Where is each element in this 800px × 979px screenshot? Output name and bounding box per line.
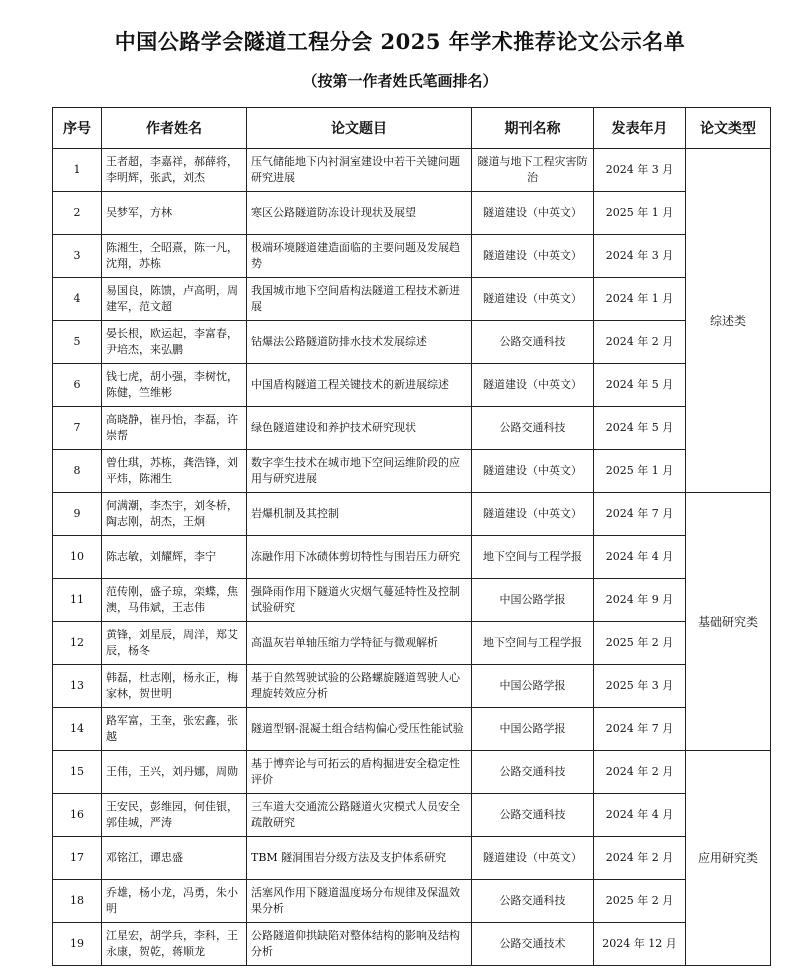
row-authors: 乔雄，杨小龙，冯勇，朱小明 — [102, 880, 247, 923]
row-paper-title: 活塞风作用下隧道温度场分布规律及保温效果分析 — [247, 880, 472, 923]
page-title: 中国公路学会隧道工程分会 2025 年学术推荐论文公示名单 — [114, 29, 686, 54]
row-date: 2024 年 4 月 — [594, 794, 686, 837]
row-number: 19 — [53, 923, 102, 966]
row-number: 3 — [53, 235, 102, 278]
row-paper-title: 高温灰岩单轴压缩力学特征与微观解析 — [247, 622, 472, 665]
table-row — [53, 751, 771, 794]
header-authors: 作者姓名 — [102, 108, 247, 149]
table-row — [53, 149, 771, 192]
table-row — [53, 192, 771, 235]
row-number: 18 — [53, 880, 102, 923]
row-paper-type: 综述类 — [686, 149, 771, 493]
row-journal: 隧道与地下工程灾害防治 — [472, 149, 594, 192]
header-type: 论文类型 — [686, 108, 771, 149]
row-date: 2024 年 1 月 — [594, 278, 686, 321]
row-date: 2024 年 5 月 — [594, 364, 686, 407]
row-paper-title: 基于博弈论与可拓云的盾构掘进安全稳定性评价 — [247, 751, 472, 794]
row-paper-title: TBM 隧洞围岩分级方法及支护体系研究 — [247, 837, 472, 880]
table-row — [53, 923, 771, 966]
row-date: 2025 年 1 月 — [594, 192, 686, 235]
row-authors: 曾仕琪，苏栋，龚浩锋，刘平炜，陈湘生 — [102, 450, 247, 493]
header-no: 序号 — [53, 108, 102, 149]
row-paper-title: 隧道型钢-混凝土组合结构偏心受压性能试验 — [247, 708, 472, 751]
row-authors: 范传刚，盛子琼，栾蝶，焦澳，马伟斌，王志伟 — [102, 579, 247, 622]
table-row — [53, 622, 771, 665]
table-row — [53, 665, 771, 708]
row-date: 2025 年 2 月 — [594, 622, 686, 665]
row-date: 2024 年 12 月 — [594, 923, 686, 966]
row-journal: 隧道建设（中英文） — [472, 235, 594, 278]
row-journal: 隧道建设（中英文） — [472, 278, 594, 321]
row-number: 13 — [53, 665, 102, 708]
row-date: 2024 年 4 月 — [594, 536, 686, 579]
row-authors: 黄锋，刘星辰，周洋，郑艾辰，杨冬 — [102, 622, 247, 665]
row-date: 2024 年 5 月 — [594, 407, 686, 450]
row-paper-title: 冻融作用下冰碛体剪切特性与围岩压力研究 — [247, 536, 472, 579]
row-date: 2025 年 3 月 — [594, 665, 686, 708]
header-date: 发表年月 — [594, 108, 686, 149]
row-paper-title: 绿色隧道建设和养护技术研究现状 — [247, 407, 472, 450]
table-row — [53, 407, 771, 450]
row-journal: 中国公路学报 — [472, 708, 594, 751]
row-paper-title: 强降雨作用下隧道火灾烟气蔓延特性及控制试验研究 — [247, 579, 472, 622]
row-journal: 公路交通科技 — [472, 321, 594, 364]
table-row — [53, 708, 771, 751]
table-row — [53, 235, 771, 278]
row-journal: 公路交通科技 — [472, 880, 594, 923]
table-row — [53, 880, 771, 923]
row-journal: 隧道建设（中英文） — [472, 837, 594, 880]
row-paper-title: 钻爆法公路隧道防排水技术发展综述 — [247, 321, 472, 364]
row-number: 14 — [53, 708, 102, 751]
row-journal: 中国公路学报 — [472, 665, 594, 708]
row-paper-title: 数字孪生技术在城市地下空间运维阶段的应用与研究进展 — [247, 450, 472, 493]
row-authors: 陈湘生，仝昭熹，陈一凡，沈翔，苏栋 — [102, 235, 247, 278]
row-date: 2024 年 2 月 — [594, 837, 686, 880]
row-journal: 地下空间与工程学报 — [472, 536, 594, 579]
row-number: 15 — [53, 751, 102, 794]
row-authors: 吴梦军，方林 — [102, 192, 247, 235]
row-authors: 王安民，彭维园，何佳银，郭佳城，严涛 — [102, 794, 247, 837]
row-journal: 地下空间与工程学报 — [472, 622, 594, 665]
row-number: 1 — [53, 149, 102, 192]
row-paper-title: 三车道大交通流公路隧道火灾模式人员安全疏散研究 — [247, 794, 472, 837]
row-authors: 邓铭江，谭忠盛 — [102, 837, 247, 880]
row-journal: 中国公路学报 — [472, 579, 594, 622]
row-date: 2024 年 2 月 — [594, 751, 686, 794]
row-journal: 公路交通科技 — [472, 751, 594, 794]
row-authors: 钱七虎，胡小强，李树忱，陈健，竺维彬 — [102, 364, 247, 407]
row-authors: 高晓静，崔丹怡，李磊，许崇帮 — [102, 407, 247, 450]
row-paper-title: 寒区公路隧道防冻设计现状及展望 — [247, 192, 472, 235]
row-date: 2024 年 9 月 — [594, 579, 686, 622]
table-row — [53, 493, 771, 536]
row-number: 17 — [53, 837, 102, 880]
page-subtitle: （按第一作者姓氏笔画排名） — [302, 72, 498, 90]
row-authors: 王伟，王兴，刘丹娜，周勋 — [102, 751, 247, 794]
row-authors: 何满潮，李杰宇，刘冬桥，陶志刚，胡杰，王炯 — [102, 493, 247, 536]
row-paper-title: 基于自然驾驶试验的公路螺旋隧道驾驶人心理旋转效应分析 — [247, 665, 472, 708]
row-paper-title: 公路隧道仰拱缺陷对整体结构的影响及结构分析 — [247, 923, 472, 966]
row-journal: 隧道建设（中英文） — [472, 493, 594, 536]
header-title: 论文题目 — [247, 108, 472, 149]
paper-list-table — [52, 107, 771, 966]
table-row — [53, 837, 771, 880]
row-number: 6 — [53, 364, 102, 407]
row-authors: 易国良，陈馈，卢高明，周建军，范文超 — [102, 278, 247, 321]
table-row — [53, 536, 771, 579]
header-journal: 期刊名称 — [472, 108, 594, 149]
row-paper-title: 我国城市地下空间盾构法隧道工程技术新进展 — [247, 278, 472, 321]
table-row — [53, 579, 771, 622]
row-number: 16 — [53, 794, 102, 837]
row-number: 12 — [53, 622, 102, 665]
row-paper-title: 岩爆机制及其控制 — [247, 493, 472, 536]
row-authors: 晏长根，欧运起，李富春，尹培杰，来弘鹏 — [102, 321, 247, 364]
table-row — [53, 321, 771, 364]
row-date: 2025 年 2 月 — [594, 880, 686, 923]
row-journal: 隧道建设（中英文） — [472, 364, 594, 407]
row-authors: 王者超，李嘉祥，郝薛将，李明辉，张武，刘杰 — [102, 149, 247, 192]
table-row — [53, 794, 771, 837]
table-header-row — [53, 108, 771, 149]
row-journal: 公路交通技术 — [472, 923, 594, 966]
row-paper-title: 极端环境隧道建造面临的主要问题及发展趋势 — [247, 235, 472, 278]
row-number: 9 — [53, 493, 102, 536]
row-number: 10 — [53, 536, 102, 579]
row-authors: 路军富，王奎，张宏鑫，张越 — [102, 708, 247, 751]
row-journal: 公路交通科技 — [472, 407, 594, 450]
row-number: 4 — [53, 278, 102, 321]
table-row — [53, 450, 771, 493]
row-paper-type: 基础研究类 — [686, 493, 771, 751]
row-authors: 韩磊，杜志刚，杨永正，梅家林，贺世明 — [102, 665, 247, 708]
row-date: 2024 年 7 月 — [594, 708, 686, 751]
row-authors: 江星宏，胡学兵，李科，王永康，贺乾，蒋顺龙 — [102, 923, 247, 966]
row-authors: 陈志敏，刘耀辉，李宁 — [102, 536, 247, 579]
row-date: 2024 年 7 月 — [594, 493, 686, 536]
row-number: 11 — [53, 579, 102, 622]
row-date: 2024 年 3 月 — [594, 235, 686, 278]
table-row — [53, 278, 771, 321]
row-paper-title: 压气储能地下内衬洞室建设中若干关键问题研究进展 — [247, 149, 472, 192]
row-journal: 隧道建设（中英文） — [472, 192, 594, 235]
row-number: 8 — [53, 450, 102, 493]
row-date: 2024 年 2 月 — [594, 321, 686, 364]
row-number: 5 — [53, 321, 102, 364]
row-journal: 隧道建设（中英文） — [472, 450, 594, 493]
row-date: 2024 年 3 月 — [594, 149, 686, 192]
table-row — [53, 364, 771, 407]
row-date: 2025 年 1 月 — [594, 450, 686, 493]
row-paper-title: 中国盾构隧道工程关键技术的新进展综述 — [247, 364, 472, 407]
row-journal: 公路交通科技 — [472, 794, 594, 837]
row-number: 7 — [53, 407, 102, 450]
row-paper-type: 应用研究类 — [686, 751, 771, 966]
row-number: 2 — [53, 192, 102, 235]
